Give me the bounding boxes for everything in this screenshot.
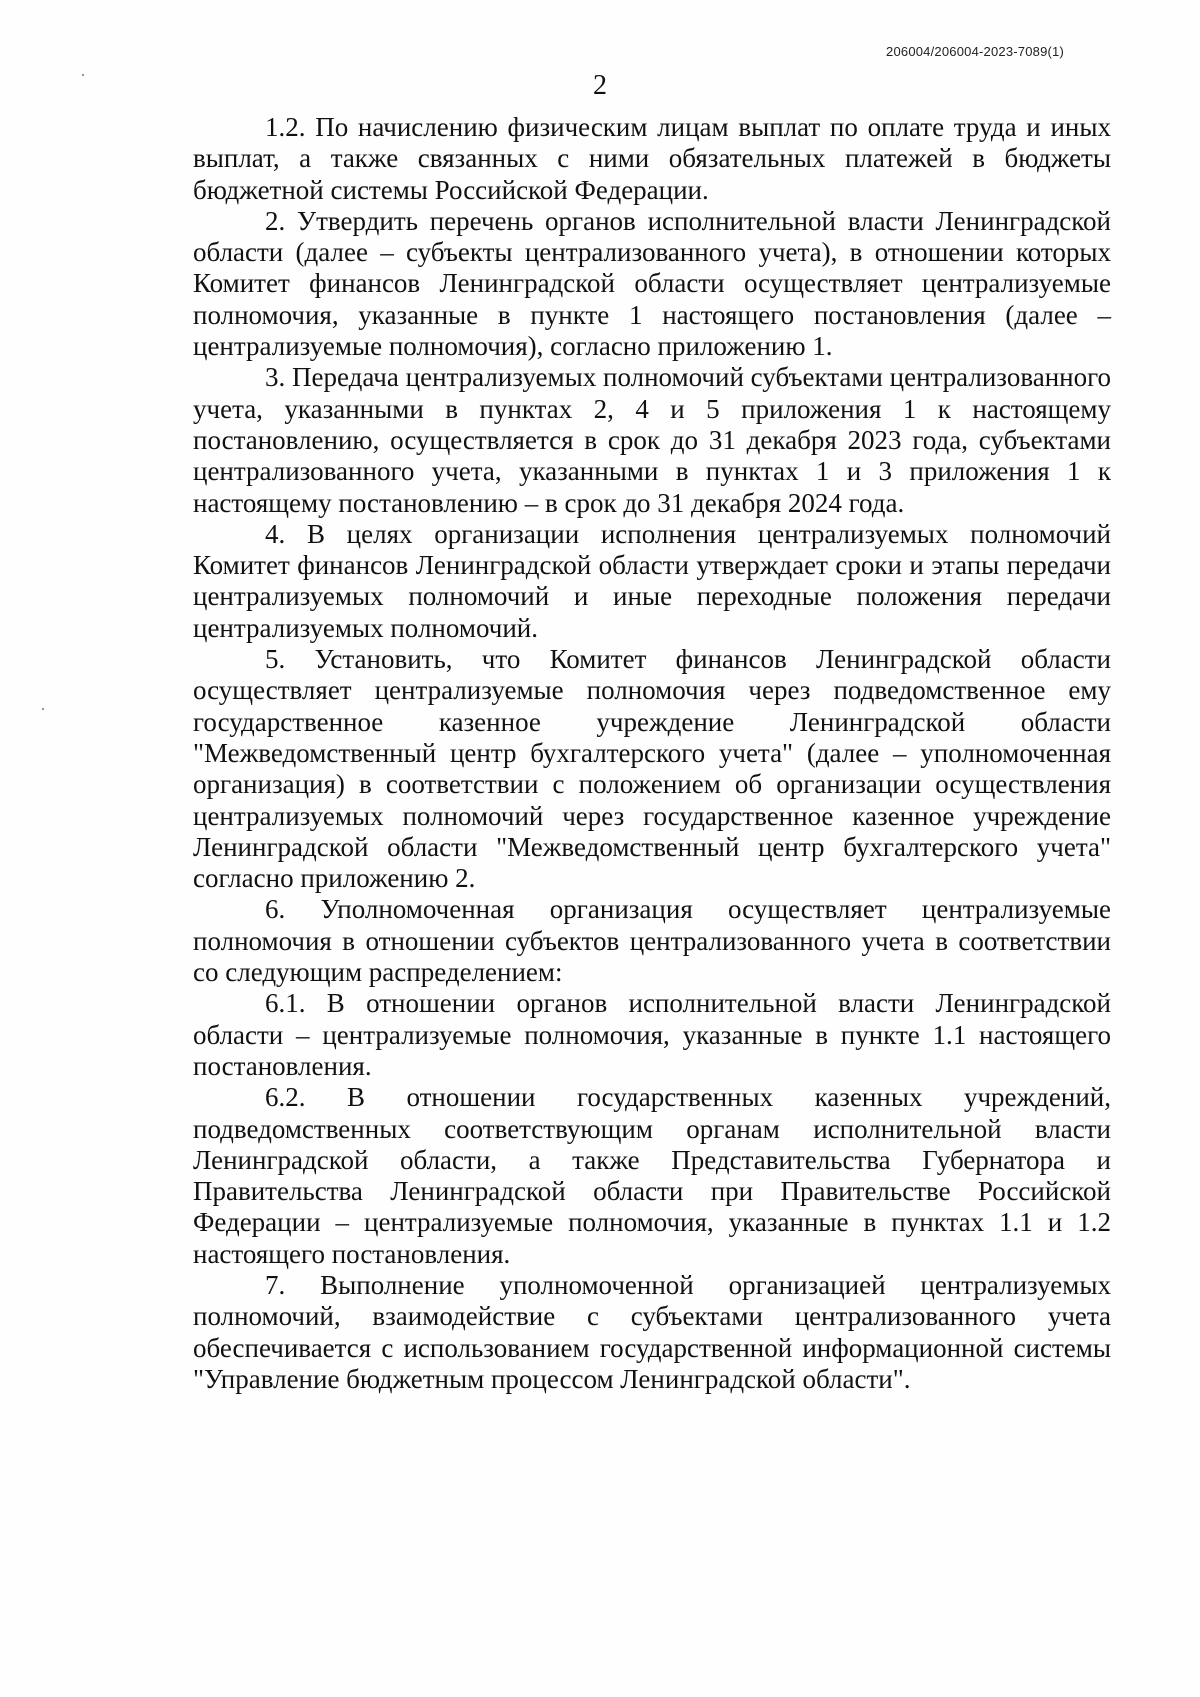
document-body (193, 112, 1111, 1395)
paragraph-4: 4. В целях организации исполнения централизуемых полномочий Комитет финансов Ленинградской области утверждает сроки и этапы передачи централизуемых полномочий и иные переходные положения передачи централизуемых полномочий. (193, 518, 1111, 643)
paragraph-3: 3. Передача централизуемых полномочий субъектами централизованного учета, указанными в пунктах 2, 4 и 5 приложения 1 к настоящему постановлению, осуществляется в срок до 31 декабря 2023 года, субъектами централизованного учета, указанными в пунктах 1 и 3 приложения 1 к настоящему постановлению – в срок до 31 декабря 2024 года. (193, 362, 1111, 518)
paragraph-5: 5. Установить, что Комитет финансов Ленинградской области осуществляет централизуемые полномочия через подведомственное ему государственное казенное учреждение Ленинградской области "Межведомственный центр бухгалтерского учета" (далее – уполномоченная организация) в соответствии с положением об организации осуществления централизуемых полномочий через государственное казенное учреждение Ленинградской области "Межведомственный центр бухгалтерского учета" согласно приложению 2. (193, 644, 1111, 894)
paragraph-6-2: 6.2. В отношении государственных казенных учреждений, подведомственных соответствующим органам исполнительной власти Ленинградской области, а также Представительства Губернатора и Правительства Ленинградской области при Правительстве Российской Федерации – централизуемые полномочия, указанные в пунктах 1.1 и 1.2 настоящего постановления. (193, 1082, 1111, 1269)
scan-speck (82, 74, 84, 76)
scan-speck (42, 708, 44, 710)
paragraph-1-2: 1.2. По начислению физическим лицам выплат по оплате труда и иных выплат, а также связанных с ними обязательных платежей в бюджеты бюджетной системы Российской Федерации. (193, 112, 1111, 205)
paragraph-6-1: 6.1. В отношении органов исполнительной власти Ленинградской области – централизуемые полномочия, указанные в пункте 1.1 настоящего постановления. (193, 988, 1111, 1081)
paragraph-7: 7. Выполнение уполномоченной организацией централизуемых полномочий, взаимодействие с субъектами централизованного учета обеспечивается с использованием государственной информационной системы "Управление бюджетным процессом Ленинградской области". (193, 1269, 1111, 1394)
document-id: 206004/206004-2023-7089(1) (886, 44, 1064, 59)
page-number: 2 (593, 70, 607, 101)
paragraph-6: 6. Уполномоченная организация осуществляет централизуемые полномочия в отношении субъектов централизованного учета в соответствии со следующим распределением: (193, 894, 1111, 988)
paragraph-2: 2. Утвердить перечень органов исполнительной власти Ленинградской области (далее – субъекты централизованного учета), в отношении которых Комитет финансов Ленинградской области осуществляет централизуемые полномочия, указанные в пункте 1 настоящего постановления (далее – централизуемые полномочия), согласно приложению 1. (193, 205, 1111, 362)
